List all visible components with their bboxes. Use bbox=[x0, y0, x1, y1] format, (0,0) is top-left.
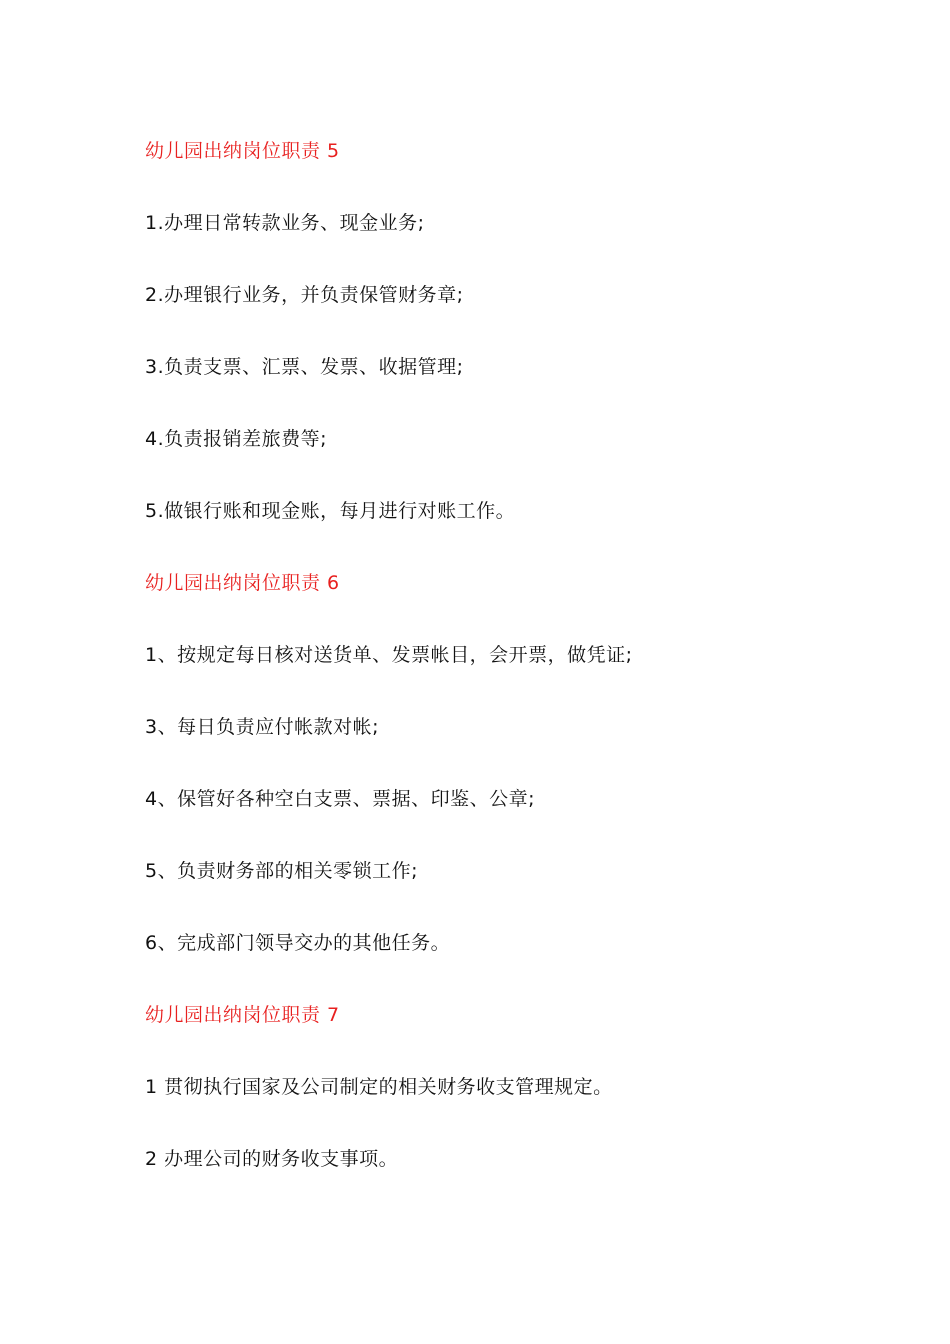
list-item: 1 贯彻执行国家及公司制定的相关财务收支管理规定。 bbox=[145, 1076, 613, 1098]
list-item: 3.负责支票、汇票、发票、收据管理; bbox=[145, 356, 464, 378]
list-item: 2 办理公司的财务收支事项。 bbox=[145, 1148, 399, 1170]
section-heading: 幼儿园出纳岗位职责 7 bbox=[145, 1004, 340, 1026]
section-heading: 幼儿园出纳岗位职责 5 bbox=[145, 140, 340, 162]
list-item: 4.负责报销差旅费等; bbox=[145, 428, 328, 450]
list-item: 6、完成部门领导交办的其他任务。 bbox=[145, 932, 451, 954]
list-item: 5.做银行账和现金账，每月进行对账工作。 bbox=[145, 500, 516, 522]
list-item: 3、每日负责应付帐款对帐; bbox=[145, 716, 379, 738]
section-heading: 幼儿园出纳岗位职责 6 bbox=[145, 572, 340, 594]
list-item: 4、保管好各种空白支票、票据、印鉴、公章; bbox=[145, 788, 535, 810]
list-item: 2.办理银行业务，并负责保管财务章; bbox=[145, 284, 464, 306]
list-item: 1、按规定每日核对送货单、发票帐目，会开票，做凭证; bbox=[145, 644, 633, 666]
list-item: 5、负责财务部的相关零锁工作; bbox=[145, 860, 418, 882]
list-item: 1.办理日常转款业务、现金业务; bbox=[145, 212, 425, 234]
